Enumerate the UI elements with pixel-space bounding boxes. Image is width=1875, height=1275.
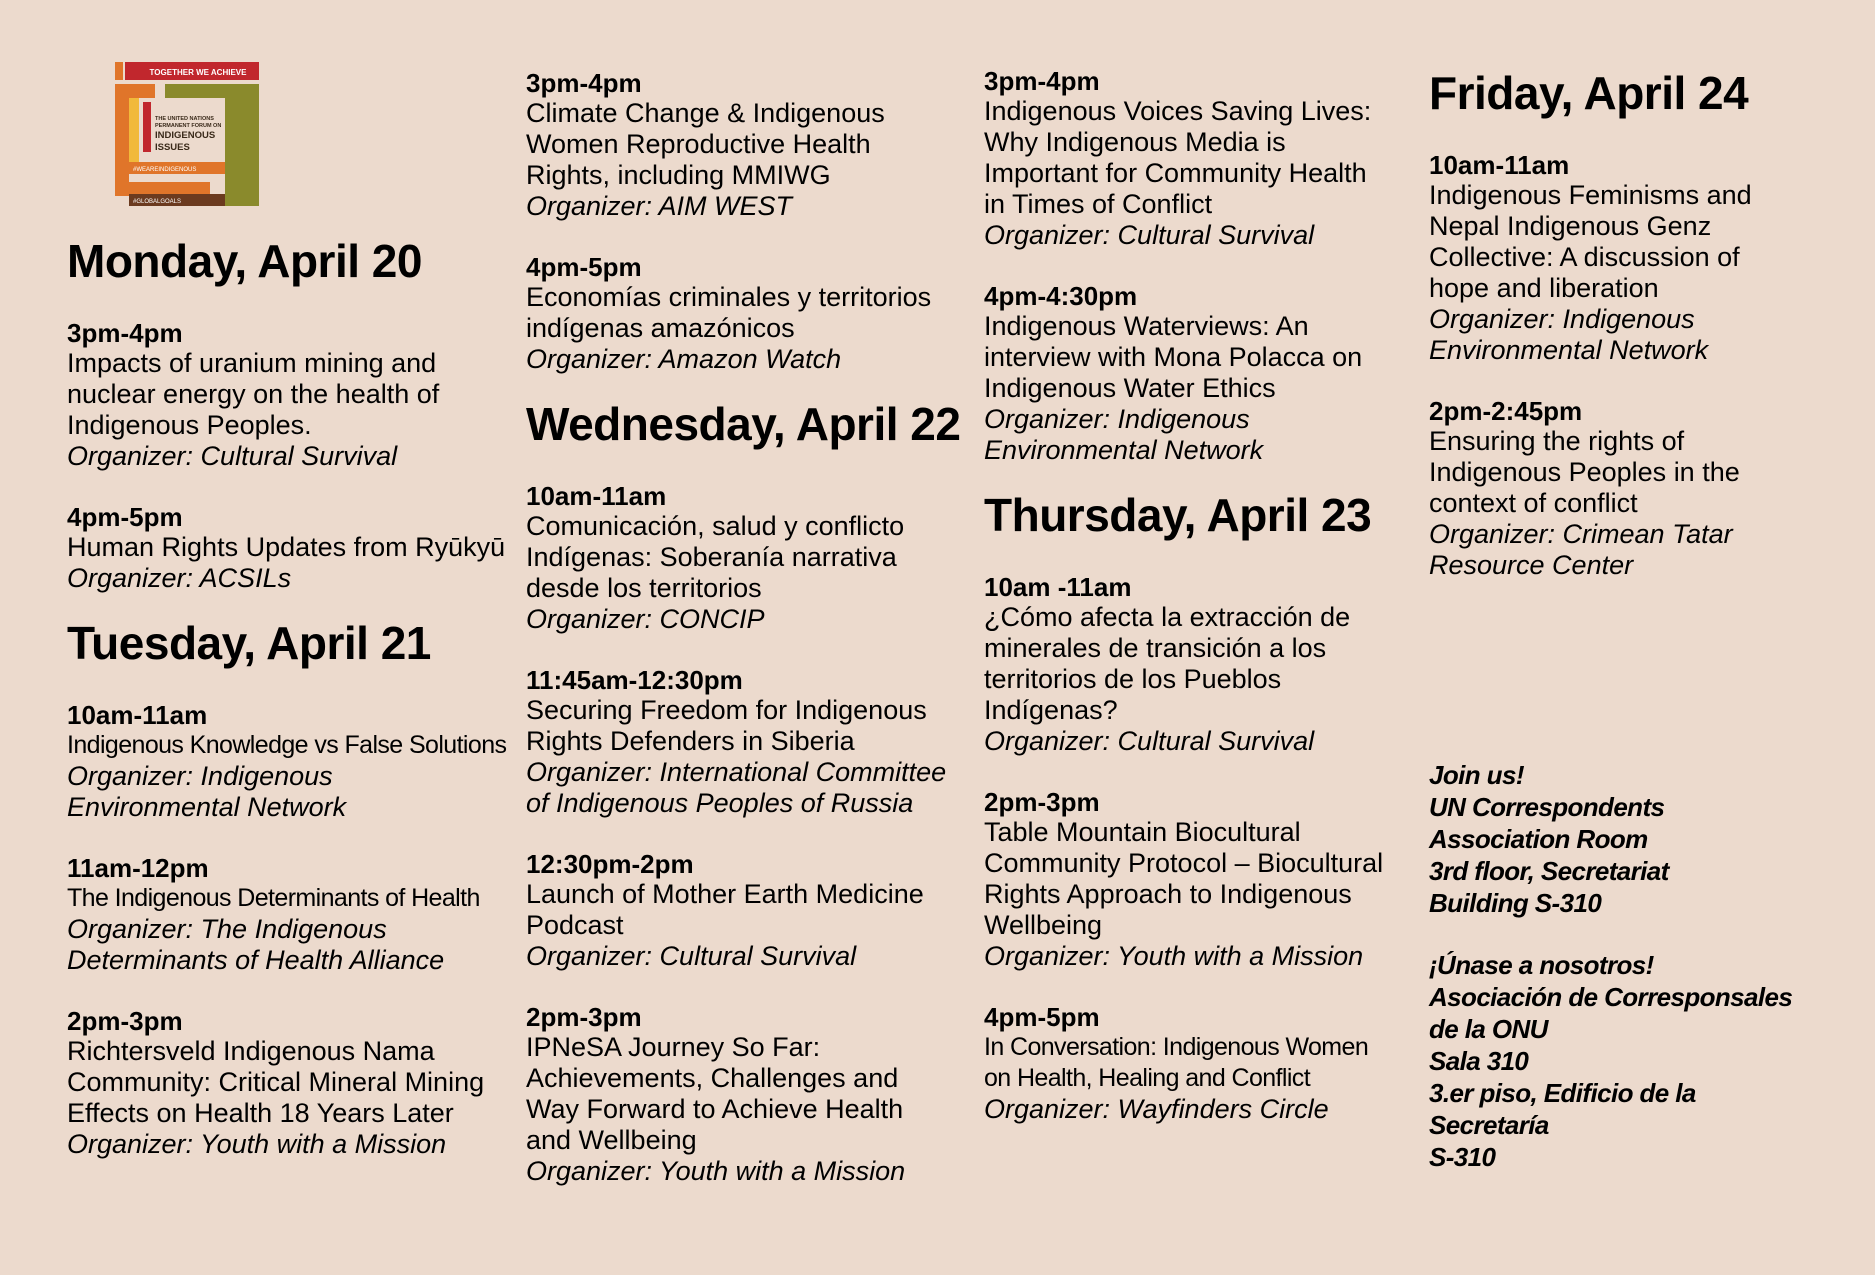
event-organizer-line: Environmental Network [984, 435, 1264, 465]
event-title-line: IPNeSA Journey So Far: [526, 1032, 821, 1062]
event-title-line: desde los territorios [526, 573, 762, 603]
event [526, 252, 966, 375]
event-time: 3pm-4pm [67, 318, 183, 348]
event-time: 12:30pm-2pm [526, 849, 694, 879]
event-title-line: Comunicación, salud y conflicto [526, 511, 905, 541]
event-title-line: and Wellbeing [526, 1125, 697, 1155]
join-us-english [1429, 759, 1869, 919]
event-title-line: on Health, Healing and Conflict [984, 1064, 1311, 1092]
event-title [526, 282, 966, 344]
join-us-section [1429, 759, 1869, 1203]
event-organizer: Organizer: Cultural Survival [526, 941, 857, 971]
event-title-line: Women Reproductive Health [526, 129, 871, 159]
day-heading-thursday: Thursday, April 23 [984, 489, 1372, 541]
event-title-line: in Times of Conflict [984, 189, 1213, 219]
event-title-line: Community: Critical Mineral Mining [67, 1067, 485, 1097]
event-time: 3pm-4pm [984, 66, 1100, 96]
column-friday [1429, 66, 1859, 611]
event-title [526, 98, 966, 191]
event-title-line: context of conflict [1429, 488, 1638, 518]
event [984, 572, 1414, 757]
event-time: 11:45am-12:30pm [526, 665, 743, 695]
event [526, 1002, 966, 1187]
event [526, 481, 966, 635]
logo-line-1: THE UNITED NATIONS [155, 116, 214, 122]
event-title-line: minerales de transición a los [984, 633, 1327, 663]
logo-line-2: PERMANENT FORUM ON [155, 123, 222, 129]
event-title [984, 96, 1414, 220]
event [67, 502, 507, 594]
join-line: S-310 [1429, 1142, 1496, 1172]
join-line: ¡Únase a nosotros! [1429, 950, 1654, 980]
event-time: 2pm-2:45pm [1429, 396, 1583, 426]
event [67, 318, 507, 472]
event-title-line: Climate Change & Indigenous [526, 98, 885, 128]
event-time: 3pm-4pm [526, 68, 642, 98]
event-title-line: Indigenous Peoples. [67, 410, 312, 440]
event-organizer [984, 404, 1414, 466]
event-organizer [1429, 304, 1859, 366]
event-title-line: Economías criminales y territorios [526, 282, 932, 312]
event-title [526, 511, 966, 604]
event-time: 2pm-3pm [67, 1006, 183, 1036]
event-organizer: Organizer: ACSILs [67, 563, 292, 593]
event-organizer: Organizer: AIM WEST [526, 191, 793, 221]
join-line: Building S-310 [1429, 888, 1602, 918]
event-title-line: Podcast [526, 910, 624, 940]
event-time: 10am-11am [526, 481, 667, 511]
event [984, 66, 1414, 251]
event-organizer-line: Organizer: International Committee [526, 757, 947, 787]
event-organizer: Organizer: Youth with a Mission [984, 941, 1364, 971]
event [526, 665, 966, 819]
event-title-line: Collective: A discussion of [1429, 242, 1740, 272]
event-time: 4pm-5pm [67, 502, 183, 532]
event-title [984, 1032, 1414, 1094]
event-title-line: Indigenous Feminisms and [1429, 180, 1752, 210]
event-title-line: Important for Community Health [984, 158, 1367, 188]
event-title-line: Indígenas? [984, 695, 1118, 725]
event-title-line: territorios de los Pueblos [984, 664, 1282, 694]
column-monday-tuesday [67, 234, 507, 1190]
event-title-line: Community Protocol – Biocultural [984, 848, 1384, 878]
join-line: de la ONU [1429, 1014, 1548, 1044]
event-title-line: Indigenous Water Ethics [984, 373, 1276, 403]
event-title-line: Nepal Indigenous Genz [1429, 211, 1712, 241]
event-organizer-line: Environmental Network [1429, 335, 1709, 365]
event-title-line: Achievements, Challenges and [526, 1063, 899, 1093]
event-organizer [67, 761, 507, 823]
join-line: 3.er piso, Edificio de la [1429, 1078, 1696, 1108]
event-organizer [1429, 519, 1859, 581]
event-title-line: Human Rights Updates from Ryūkyū [67, 532, 506, 562]
event-title [984, 602, 1414, 726]
event-title-line: Rights Defenders in Siberia [526, 726, 855, 756]
event-title [526, 1032, 966, 1156]
event-organizer: Organizer: Cultural Survival [984, 726, 1315, 756]
event-organizer: Organizer: Amazon Watch [526, 344, 842, 374]
event-title [67, 1036, 507, 1129]
event-title [526, 879, 966, 941]
event [1429, 396, 1859, 581]
logo-line-4: ISSUES [155, 142, 190, 153]
event-title-line: Table Mountain Biocultural [984, 817, 1301, 847]
logo-hashtag-1: #WEAREINDIGENOUS [133, 167, 197, 173]
join-line: Secretaría [1429, 1110, 1549, 1140]
event [984, 281, 1414, 466]
event-title [1429, 426, 1859, 519]
event-title-line: Indigenous Knowledge vs False Solutions [67, 731, 507, 759]
event-organizer-line: Organizer: Indigenous [984, 404, 1250, 434]
event-time: 10am-11am [1429, 150, 1570, 180]
event-organizer-line: of Indigenous Peoples of Russia [526, 788, 914, 818]
event-title [984, 311, 1414, 404]
event-organizer-line: Organizer: Crimean Tatar [1429, 519, 1733, 549]
event-organizer: Organizer: CONCIP [526, 604, 765, 634]
event [67, 700, 507, 823]
event-title-line: indígenas amazónicos [526, 313, 795, 343]
event-organizer-line: Organizer: Indigenous [1429, 304, 1695, 334]
event-title-line: hope and liberation [1429, 273, 1659, 303]
logo-top-text: TOGETHER WE ACHIEVE [149, 68, 247, 77]
event [984, 1002, 1414, 1125]
event-title-line: Impacts of uranium mining and [67, 348, 437, 378]
event-title-line: Rights, including MMIWG [526, 160, 831, 190]
join-line: Sala 310 [1429, 1046, 1529, 1076]
column-thursday [984, 66, 1414, 1155]
join-us-spanish [1429, 949, 1869, 1173]
event-organizer-line: Determinants of Health Alliance [67, 945, 445, 975]
event [984, 787, 1414, 972]
event-title-line: Indigenous Waterviews: An [984, 311, 1309, 341]
event-time: 4pm-5pm [984, 1002, 1100, 1032]
event-title-line: Effects on Health 18 Years Later [67, 1098, 454, 1128]
event-title [1429, 180, 1859, 304]
event-time: 4pm-5pm [526, 252, 642, 282]
event-organizer-line: Resource Center [1429, 550, 1634, 580]
event-title-line: Launch of Mother Earth Medicine [526, 879, 924, 909]
day-heading-wednesday: Wednesday, April 22 [526, 398, 961, 450]
event-title [67, 532, 507, 563]
column-wednesday [526, 68, 966, 1217]
event-organizer: Organizer: Wayfinders Circle [984, 1094, 1329, 1124]
logo-line-3: INDIGENOUS [155, 130, 216, 141]
event-organizer [526, 757, 966, 819]
event-title-line: The Indigenous Determinants of Health [67, 884, 480, 912]
event-title-line: In Conversation: Indigenous Women [984, 1033, 1369, 1061]
event-organizer-line: Environmental Network [67, 792, 347, 822]
event-title-line: Richtersveld Indigenous Nama [67, 1036, 435, 1066]
event-organizer: Organizer: Cultural Survival [984, 220, 1315, 250]
event-title-line: Securing Freedom for Indigenous [526, 695, 927, 725]
event-organizer: Organizer: Youth with a Mission [67, 1129, 447, 1159]
event-time: 2pm-3pm [526, 1002, 642, 1032]
join-line: Association Room [1429, 824, 1648, 854]
event [526, 68, 966, 222]
unpfii-logo [115, 62, 259, 206]
join-line: 3rd floor, Secretariat [1429, 856, 1669, 886]
event-time: 4pm-4:30pm [984, 281, 1138, 311]
event-title [67, 730, 507, 761]
event-title-line: Indígenas: Soberanía narrativa [526, 542, 897, 572]
event-organizer: Organizer: Cultural Survival [67, 441, 398, 471]
event-title [526, 695, 966, 757]
event-title-line: Wellbeing [984, 910, 1103, 940]
join-line: Asociación de Corresponsales [1429, 982, 1793, 1012]
event-title-line: Indigenous Peoples in the [1429, 457, 1740, 487]
event-title-line: Indigenous Voices Saving Lives: [984, 96, 1372, 126]
event [67, 1006, 507, 1160]
event [67, 853, 507, 976]
logo-hashtag-2: #GLOBALGOALS [133, 199, 182, 205]
event [526, 849, 966, 972]
event-title-line: ¿Cómo afecta la extracción de [984, 602, 1351, 632]
event-organizer-line: Organizer: Indigenous [67, 761, 333, 791]
event-time: 2pm-3pm [984, 787, 1100, 817]
event-organizer-line: Organizer: The Indigenous [67, 914, 387, 944]
join-line: Join us! [1429, 760, 1524, 790]
event-title [67, 883, 507, 914]
join-line: UN Correspondents [1429, 792, 1665, 822]
day-heading-tuesday: Tuesday, April 21 [67, 617, 431, 669]
event-time: 11am-12pm [67, 853, 209, 883]
event-time: 10am-11am [67, 700, 208, 730]
day-heading-friday: Friday, April 24 [1429, 67, 1749, 119]
event-organizer: Organizer: Youth with a Mission [526, 1156, 906, 1186]
event-time: 10am -11am [984, 572, 1132, 602]
event-title-line: Rights Approach to Indigenous [984, 879, 1352, 909]
event [1429, 150, 1859, 366]
event-title-line: Way Forward to Achieve Health [526, 1094, 904, 1124]
event-title [984, 817, 1414, 941]
event-title-line: Ensuring the rights of [1429, 426, 1685, 456]
event-title [67, 348, 507, 441]
event-title-line: interview with Mona Polacca on [984, 342, 1363, 372]
event-title-line: Why Indigenous Media is [984, 127, 1286, 157]
event-title-line: nuclear energy on the health of [67, 379, 440, 409]
event-organizer [67, 914, 507, 976]
day-heading-monday: Monday, April 20 [67, 235, 422, 287]
